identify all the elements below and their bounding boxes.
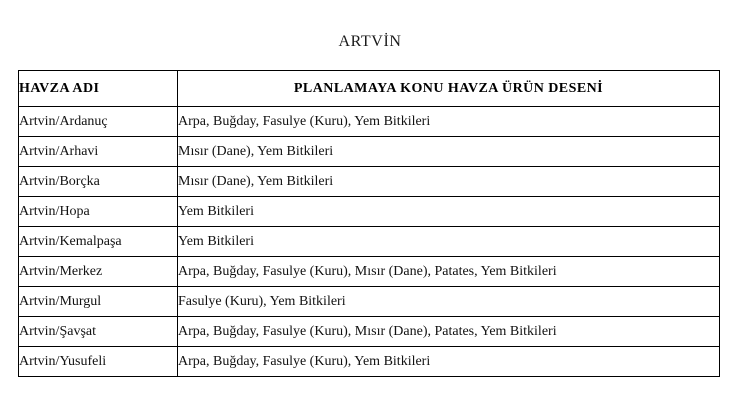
cell-basin-name: Artvin/Şavşat [19,317,178,347]
cell-crop-pattern: Arpa, Buğday, Fasulye (Kuru), Yem Bitkileri [178,347,720,377]
cell-basin-name: Artvin/Kemalpaşa [19,227,178,257]
table-row [19,347,720,377]
table-row [19,197,720,227]
basin-crop-table [18,70,720,377]
cell-crop-pattern: Arpa, Buğday, Fasulye (Kuru), Mısır (Dane), Patates, Yem Bitkileri [178,257,720,287]
cell-crop-pattern: Yem Bitkileri [178,227,720,257]
table-row [19,227,720,257]
table-header-row [19,71,720,107]
table-row [19,257,720,287]
cell-basin-name: Artvin/Merkez [19,257,178,287]
cell-crop-pattern: Arpa, Buğday, Fasulye (Kuru), Yem Bitkileri [178,107,720,137]
table-row [19,167,720,197]
table-row [19,137,720,167]
cell-basin-name: Artvin/Arhavi [19,137,178,167]
table-row [19,317,720,347]
cell-basin-name: Artvin/Ardanuç [19,107,178,137]
basin-crop-table-container [18,70,719,377]
cell-basin-name: Artvin/Borçka [19,167,178,197]
table-row [19,287,720,317]
cell-crop-pattern: Mısır (Dane), Yem Bitkileri [178,167,720,197]
cell-basin-name: Artvin/Murgul [19,287,178,317]
cell-crop-pattern: Arpa, Buğday, Fasulye (Kuru), Mısır (Dane), Patates, Yem Bitkileri [178,317,720,347]
column-header-crop-pattern: PLANLAMAYA KONU HAVZA ÜRÜN DESENİ [178,71,720,107]
table-row [19,107,720,137]
column-header-basin-name: HAVZA ADI [19,71,178,107]
table-header [19,71,720,107]
cell-crop-pattern: Yem Bitkileri [178,197,720,227]
cell-crop-pattern: Fasulye (Kuru), Yem Bitkileri [178,287,720,317]
cell-basin-name: Artvin/Hopa [19,197,178,227]
cell-crop-pattern: Mısır (Dane), Yem Bitkileri [178,137,720,167]
page-title: ARTVİN [338,33,402,50]
cell-basin-name: Artvin/Yusufeli [19,347,178,377]
table-body [19,107,720,377]
